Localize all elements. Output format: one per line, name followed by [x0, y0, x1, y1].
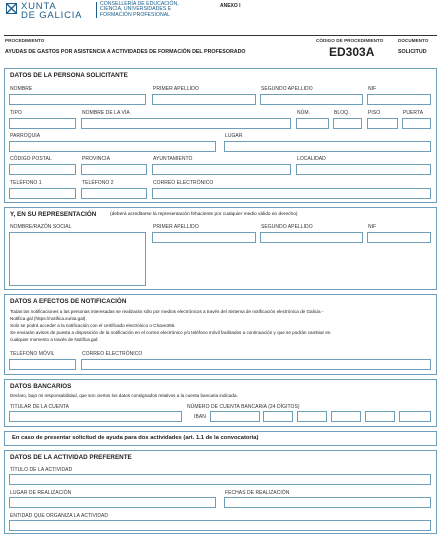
actividad-title: DATOS DE LA ACTIVIDAD PREFERENTE [10, 454, 132, 461]
telefono-movil-field[interactable] [9, 359, 76, 370]
parroquia-field[interactable] [9, 141, 216, 152]
ayuntamiento-label: AYUNTAMIENTO [153, 156, 193, 162]
iban-label: IBAN [194, 414, 206, 420]
fechas-realizacion-label: FECHAS DE REALIZACIÓN [225, 490, 290, 496]
rep-segundo-apellido-label: SEGUNDO APELLIDO [261, 224, 313, 230]
notificacion-line4: Se enviarán avisos de puesta a disposición de la notificación en el correo electrónico y/o teléfono móvil facilitados a continuación y que se podrán cambiar en [10, 330, 331, 335]
telefono1-field[interactable] [9, 188, 76, 199]
procedure-title: AYUDAS DE GASTOS POR ASISTENCIA A ACTIVIDADES DE FORMACIÓN DEL PROFESORADO [5, 49, 246, 55]
rep-nif-field[interactable] [367, 232, 431, 243]
lugar-label: LUGAR [225, 133, 243, 139]
localidad-field[interactable] [296, 164, 431, 175]
bloq-label: BLOQ. [334, 110, 350, 116]
segundo-apellido-label: SEGUNDO APELLIDO [261, 86, 313, 92]
notif-correo-field[interactable] [81, 359, 431, 370]
numero-cuenta-label: NÚMERO DE CUENTA BANCARIA (24 DÍGITOS) [187, 404, 300, 410]
rep-primer-apellido-label: PRIMER APELLIDO [153, 224, 199, 230]
procedure-code: ED303A [329, 45, 375, 59]
notificacion-line1: Todas las notificaciones a las personas interesadas se realizarán sólo por medios electrónicos a través del Sistema de notificación electrónica de Galicia - [10, 309, 324, 314]
notificacion-line3: Solo se podrá acceder a la notificación con el certificado electrónico o Chave365. [10, 323, 176, 328]
cuenta-entidad-field[interactable] [263, 411, 293, 422]
consellaria-line1: CONSELLERÍA DE EDUCACIÓN, [100, 1, 179, 7]
num-field[interactable] [296, 118, 329, 129]
puerta-label: PUERTA [403, 110, 424, 116]
dos-actividades-text: En caso de presentar solicitud de ayuda para dos actividades (art. 1.1 de la convocatoria) [12, 435, 259, 441]
nombre-razon-field[interactable] [9, 232, 146, 286]
correo-field[interactable] [152, 188, 431, 199]
titulo-actividad-label: TÍTULO DE LA ACTIVIDAD [10, 467, 73, 473]
ayuntamiento-field[interactable] [152, 164, 291, 175]
document-label: DOCUMENTO [398, 38, 429, 43]
rep-segundo-apellido-field[interactable] [260, 232, 363, 243]
procedure-code-label: CÓDIGO DE PROCEDIMIENTO [316, 38, 384, 43]
nif-field[interactable] [367, 94, 431, 105]
notificacion-line2: Notifica.gal (https://notifica.xunta.gal). [10, 316, 87, 321]
provincia-field[interactable] [81, 164, 147, 175]
telefono2-label: TELÉFONO 2 [82, 180, 114, 186]
cuenta-oficina-field[interactable] [297, 411, 327, 422]
lugar-field[interactable] [224, 141, 431, 152]
xunta-logo-icon [6, 3, 17, 14]
entidad-field[interactable] [9, 520, 431, 531]
cuenta-dc-field[interactable] [331, 411, 361, 422]
nombre-label: NOMBRE [10, 86, 33, 92]
notificacion-title: DATOS A EFECTOS DE NOTIFICACIÓN [10, 298, 127, 305]
nif-label: NIF [368, 86, 377, 92]
consellaria-line2: CIENCIA, UNIVERSIDADES E [100, 6, 172, 13]
segundo-apellido-field[interactable] [260, 94, 363, 105]
logo-line2: DE GALICIA [21, 10, 83, 21]
correo-label: CORREO ELECTRÓNICO [153, 180, 214, 186]
fechas-realizacion-field[interactable] [224, 497, 431, 508]
titulo-actividad-field[interactable] [9, 474, 431, 485]
titular-label: TITULAR DE LA CUENTA [10, 404, 69, 410]
procedure-divider [4, 35, 437, 36]
procedure-label: PROCEDIMIENTO [5, 38, 45, 43]
notificacion-line5: cualquier momento a través de Notifica.gal: [10, 337, 99, 342]
consellaria-line3: FORMACIÓN PROFESIONAL [100, 11, 171, 18]
primer-apellido-field[interactable] [152, 94, 256, 105]
codigo-postal-field[interactable] [9, 164, 76, 175]
nombre-field[interactable] [9, 94, 146, 105]
anexo-label: ANEXO I [220, 3, 241, 9]
num-label: NÚM. [297, 110, 310, 116]
iban-field[interactable] [210, 411, 260, 422]
entidad-label: ENTIDAD QUE ORGANIZA LA ACTIVIDAD [10, 513, 109, 519]
localidad-label: LOCALIDAD [297, 156, 326, 162]
bancarios-title: DATOS BANCARIOS [10, 383, 72, 390]
bancarios-declaracion: Declaro, bajo mi responsabilidad, que son ciertos los datos consignados relativos a la cuenta bancaria indicada. [10, 393, 238, 398]
telefono1-label: TELÉFONO 1 [10, 180, 42, 186]
tipo-field[interactable] [9, 118, 76, 129]
document-value: SOLICITUD [398, 49, 427, 55]
puerta-field[interactable] [402, 118, 431, 129]
titular-field[interactable] [9, 411, 182, 422]
bloq-field[interactable] [333, 118, 362, 129]
nombre-razon-label: NOMBRE/RAZÓN SOCIAL [10, 224, 72, 230]
rep-nif-label: NIF [368, 224, 377, 230]
rep-primer-apellido-field[interactable] [152, 232, 256, 243]
consellaria-name [96, 2, 179, 18]
representacion-note: (deberá acreditarse la representación fehaciente por cualquier medio válido en derecho) [110, 212, 298, 217]
solicitante-title: DATOS DE LA PERSONA SOLICITANTE [10, 72, 128, 79]
cuenta-numero2-field[interactable] [399, 411, 431, 422]
parroquia-label: PARROQUIA [10, 133, 41, 139]
telefono2-field[interactable] [81, 188, 147, 199]
lugar-realizacion-field[interactable] [9, 497, 216, 508]
xunta-logo-text [21, 2, 82, 20]
notif-correo-label: CORREO ELECTRÓNICO [82, 351, 143, 357]
piso-label: PISO [368, 110, 381, 116]
tipo-label: TIPO [10, 110, 22, 116]
telefono-movil-label: TELÉFONO MÓVIL [10, 351, 55, 357]
logo-line1: XUNTA [21, 1, 57, 12]
nombre-via-field[interactable] [81, 118, 291, 129]
nombre-via-label: NOMBRE DE LA VÍA [82, 110, 130, 116]
lugar-realizacion-label: LUGAR DE REALIZACIÓN [10, 490, 72, 496]
cuenta-numero1-field[interactable] [365, 411, 395, 422]
primer-apellido-label: PRIMER APELLIDO [153, 86, 199, 92]
piso-field[interactable] [367, 118, 398, 129]
provincia-label: PROVINCIA [82, 156, 110, 162]
codigo-postal-label: CÓDIGO POSTAL [10, 156, 52, 162]
representacion-title: Y, EN SU REPRESENTACIÓN [10, 211, 97, 218]
